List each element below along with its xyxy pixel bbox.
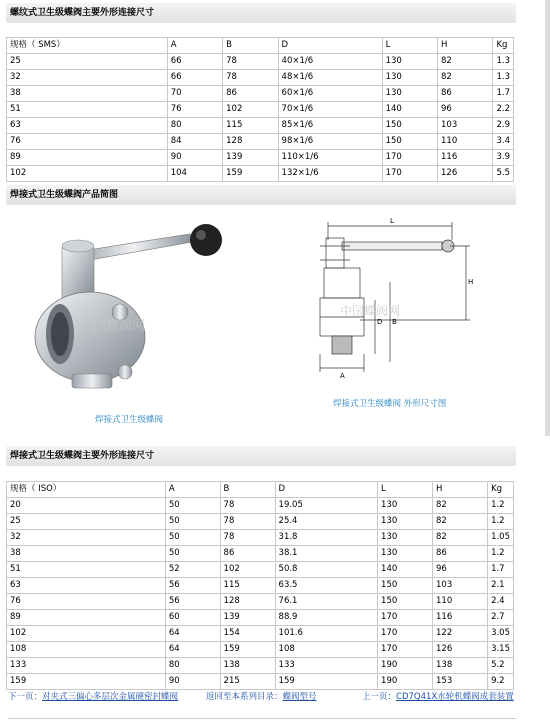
table-cell: 51 <box>7 562 166 578</box>
table-cell: 90 <box>167 150 222 166</box>
table-row <box>7 86 514 102</box>
table-cell: 132×1/6 <box>278 166 382 182</box>
table-cell: 38 <box>7 86 168 102</box>
table-cell: 25 <box>7 54 168 70</box>
table-cell: 150 <box>382 118 437 134</box>
table-cell: 50 <box>165 514 220 530</box>
threaded-dimension-table <box>6 37 514 182</box>
table-cell: 76 <box>7 594 166 610</box>
table-cell: 126 <box>438 166 493 182</box>
back-label: 返回至本系列目录： <box>206 692 283 702</box>
header-cell: D <box>275 482 378 498</box>
table-cell: 110×1/6 <box>278 150 382 166</box>
table-cell: 159 <box>275 674 378 690</box>
table-cell: 78 <box>220 498 275 514</box>
header-cell: B <box>220 482 275 498</box>
table-cell: 190 <box>378 674 433 690</box>
header-cell: D <box>278 38 382 54</box>
table-row <box>7 610 514 626</box>
table-cell: 140 <box>378 562 433 578</box>
table-cell: 90 <box>165 674 220 690</box>
header-cell: H <box>438 38 493 54</box>
table-cell: 2.7 <box>488 610 514 626</box>
table-cell: 128 <box>220 594 275 610</box>
table-cell: 102 <box>223 102 278 118</box>
table-cell: 76 <box>7 134 168 150</box>
table-cell: 63 <box>7 118 168 134</box>
table-cell: 3.9 <box>493 150 514 166</box>
table-cell: 139 <box>220 610 275 626</box>
table-row <box>7 578 514 594</box>
table-row <box>7 562 514 578</box>
table-cell: 126 <box>433 642 488 658</box>
table-row <box>7 658 514 674</box>
table-cell: 1.7 <box>493 86 514 102</box>
table-cell: 82 <box>433 498 488 514</box>
table-cell: 50.8 <box>275 562 378 578</box>
table-cell: 40×1/6 <box>278 54 382 70</box>
table-cell: 108 <box>7 642 166 658</box>
footer-next <box>8 690 192 702</box>
table-cell: 56 <box>165 578 220 594</box>
table-row <box>7 626 514 642</box>
header-cell: Kg <box>493 38 514 54</box>
table-cell: 78 <box>220 514 275 530</box>
header-cell: L <box>382 38 437 54</box>
table-cell: 1.7 <box>488 562 514 578</box>
table-cell: 89 <box>7 150 168 166</box>
table-cell: 1.05 <box>488 530 514 546</box>
dim-label-a: A <box>340 372 345 380</box>
table-cell: 150 <box>378 578 433 594</box>
table-cell: 159 <box>220 642 275 658</box>
table-cell: 1.2 <box>488 546 514 562</box>
table-cell: 115 <box>220 578 275 594</box>
table-cell: 130 <box>378 530 433 546</box>
table-row <box>7 498 514 514</box>
table-cell: 1.3 <box>493 70 514 86</box>
welded-dimension-table <box>6 481 514 690</box>
table-cell: 133 <box>275 658 378 674</box>
table-cell: 190 <box>378 658 433 674</box>
table-cell: 89 <box>7 610 166 626</box>
table-cell: 130 <box>378 498 433 514</box>
section-title-welded: 焊接式卫生级蝶阀主要外形连接尺寸 <box>6 446 516 466</box>
table-row <box>7 546 514 562</box>
table-cell: 215 <box>220 674 275 690</box>
table-cell: 82 <box>438 70 493 86</box>
table-cell: 153 <box>433 674 488 690</box>
watermark-drawing: 中国蝶阀网 <box>340 304 401 318</box>
watermark-photo: 中国蝶阀网 <box>80 319 146 334</box>
header-cell: Kg <box>488 482 514 498</box>
dim-label-l: L <box>390 217 394 225</box>
table-cell: 19.05 <box>275 498 378 514</box>
table-cell: 110 <box>438 134 493 150</box>
dim-label-d: D <box>377 318 383 326</box>
drawing-caption: 焊接式卫生级蝶阀 外形尺寸图 <box>333 399 447 409</box>
table-cell: 38 <box>7 546 166 562</box>
section-title-welded-diagram: 焊接式卫生级蝶阀产品简图 <box>6 185 516 205</box>
table-cell: 102 <box>220 562 275 578</box>
prev-label: 上一页： <box>362 692 397 702</box>
footer-divider <box>8 718 516 719</box>
table-cell: 98×1/6 <box>278 134 382 150</box>
table-cell: 66 <box>167 70 222 86</box>
scrollbar[interactable] <box>545 0 550 436</box>
table-cell: 104 <box>167 166 222 182</box>
table-row <box>7 102 514 118</box>
next-page-link[interactable]: 对夹式三偏心多层次金属硬密封蝶阀 <box>42 692 179 702</box>
table-cell: 138 <box>220 658 275 674</box>
table-cell: 50 <box>165 498 220 514</box>
table-cell: 82 <box>433 514 488 530</box>
table-cell: 170 <box>378 626 433 642</box>
table-cell: 130 <box>382 54 437 70</box>
table-cell: 130 <box>378 514 433 530</box>
table-cell: 48×1/6 <box>278 70 382 86</box>
photo-caption: 焊接式卫生级蝶阀 <box>95 415 164 425</box>
table-cell: 38.1 <box>275 546 378 562</box>
table-cell: 150 <box>382 134 437 150</box>
table-cell: 102 <box>7 166 168 182</box>
table-cell: 130 <box>378 546 433 562</box>
table-row <box>7 134 514 150</box>
header-cell: 规格（ ISO） <box>7 482 166 498</box>
table-cell: 9.2 <box>488 674 514 690</box>
table-cell: 66 <box>167 54 222 70</box>
next-label: 下一页： <box>8 692 43 702</box>
table-cell: 5.2 <box>488 658 514 674</box>
table-row <box>7 594 514 610</box>
table-cell: 86 <box>438 86 493 102</box>
table-row <box>7 514 514 530</box>
table-cell: 102 <box>7 626 166 642</box>
table-cell: 138 <box>433 658 488 674</box>
table-cell: 2.2 <box>493 102 514 118</box>
table-cell: 82 <box>438 54 493 70</box>
table-cell: 86 <box>223 86 278 102</box>
table-cell: 159 <box>7 674 166 690</box>
table-cell: 154 <box>220 626 275 642</box>
table-cell: 88.9 <box>275 610 378 626</box>
table-row <box>7 54 514 70</box>
table-header-row <box>7 482 514 498</box>
table-cell: 50 <box>165 530 220 546</box>
table-cell: 63 <box>7 578 166 594</box>
table-cell: 140 <box>382 102 437 118</box>
table-cell: 130 <box>382 70 437 86</box>
table-cell: 170 <box>382 166 437 182</box>
dim-label-h: H <box>468 278 474 286</box>
table-cell: 80 <box>165 658 220 674</box>
table-cell: 80 <box>167 118 222 134</box>
table-cell: 5.5 <box>493 166 514 182</box>
table-cell: 63.5 <box>275 578 378 594</box>
table-cell: 31.8 <box>275 530 378 546</box>
table-cell: 50 <box>165 546 220 562</box>
table-cell: 32 <box>7 70 168 86</box>
table-cell: 128 <box>223 134 278 150</box>
valve-photo <box>20 222 230 422</box>
footer-prev <box>362 690 514 702</box>
table-cell: 70×1/6 <box>278 102 382 118</box>
table-row <box>7 674 514 690</box>
table-row <box>7 118 514 134</box>
table-cell: 3.4 <box>493 134 514 150</box>
table-cell: 170 <box>382 150 437 166</box>
table-cell: 64 <box>165 626 220 642</box>
table-cell: 139 <box>223 150 278 166</box>
table-cell: 56 <box>165 594 220 610</box>
section-title-threaded: 螺纹式卫生级蝶阀主要外形连接尺寸 <box>6 3 516 23</box>
table-cell: 101.6 <box>275 626 378 642</box>
table-cell: 76.1 <box>275 594 378 610</box>
table-cell: 110 <box>433 594 488 610</box>
table-cell: 25 <box>7 514 166 530</box>
header-cell: A <box>167 38 222 54</box>
table-cell: 20 <box>7 498 166 514</box>
back-to-catalog-link[interactable]: 蝶阀型号 <box>282 692 317 702</box>
table-row <box>7 166 514 182</box>
table-cell: 85×1/6 <box>278 118 382 134</box>
table-cell: 60×1/6 <box>278 86 382 102</box>
table-cell: 78 <box>223 54 278 70</box>
table-cell: 159 <box>223 166 278 182</box>
table-cell: 133 <box>7 658 166 674</box>
table-cell: 60 <box>165 610 220 626</box>
table-cell: 3.15 <box>488 642 514 658</box>
table-cell: 76 <box>167 102 222 118</box>
table-cell: 115 <box>223 118 278 134</box>
table-cell: 3.05 <box>488 626 514 642</box>
table-cell: 103 <box>433 578 488 594</box>
header-cell: A <box>165 482 220 498</box>
table-cell: 122 <box>433 626 488 642</box>
table-cell: 2.9 <box>493 118 514 134</box>
table-cell: 1.2 <box>488 514 514 530</box>
table-cell: 2.1 <box>488 578 514 594</box>
table-cell: 96 <box>433 562 488 578</box>
table-cell: 108 <box>275 642 378 658</box>
table-cell: 130 <box>382 86 437 102</box>
table-cell: 116 <box>433 610 488 626</box>
table-cell: 86 <box>433 546 488 562</box>
table-row <box>7 70 514 86</box>
dimension-drawing <box>300 212 480 397</box>
footer-back <box>206 690 317 702</box>
table-cell: 25.4 <box>275 514 378 530</box>
table-cell: 86 <box>220 546 275 562</box>
table-cell: 170 <box>378 610 433 626</box>
prev-page-link[interactable]: CD7Q41X水轮机蝶阀成套装置 <box>396 692 514 702</box>
table-cell: 64 <box>165 642 220 658</box>
table-cell: 150 <box>378 594 433 610</box>
table-cell: 2.4 <box>488 594 514 610</box>
table-row <box>7 150 514 166</box>
table-cell: 32 <box>7 530 166 546</box>
dim-label-b: B <box>392 318 397 326</box>
table-cell: 96 <box>438 102 493 118</box>
table-cell: 1.2 <box>488 498 514 514</box>
table-header-row <box>7 38 514 54</box>
table-cell: 170 <box>378 642 433 658</box>
table-cell: 51 <box>7 102 168 118</box>
table-cell: 84 <box>167 134 222 150</box>
table-cell: 52 <box>165 562 220 578</box>
table-cell: 103 <box>438 118 493 134</box>
header-cell: 规格（ SMS） <box>7 38 168 54</box>
header-cell: L <box>378 482 433 498</box>
table-cell: 78 <box>223 70 278 86</box>
table-cell: 70 <box>167 86 222 102</box>
table-cell: 78 <box>220 530 275 546</box>
table-cell: 82 <box>433 530 488 546</box>
table-row <box>7 642 514 658</box>
header-cell: H <box>433 482 488 498</box>
table-cell: 1.3 <box>493 54 514 70</box>
table-row <box>7 530 514 546</box>
table-cell: 116 <box>438 150 493 166</box>
header-cell: B <box>223 38 278 54</box>
